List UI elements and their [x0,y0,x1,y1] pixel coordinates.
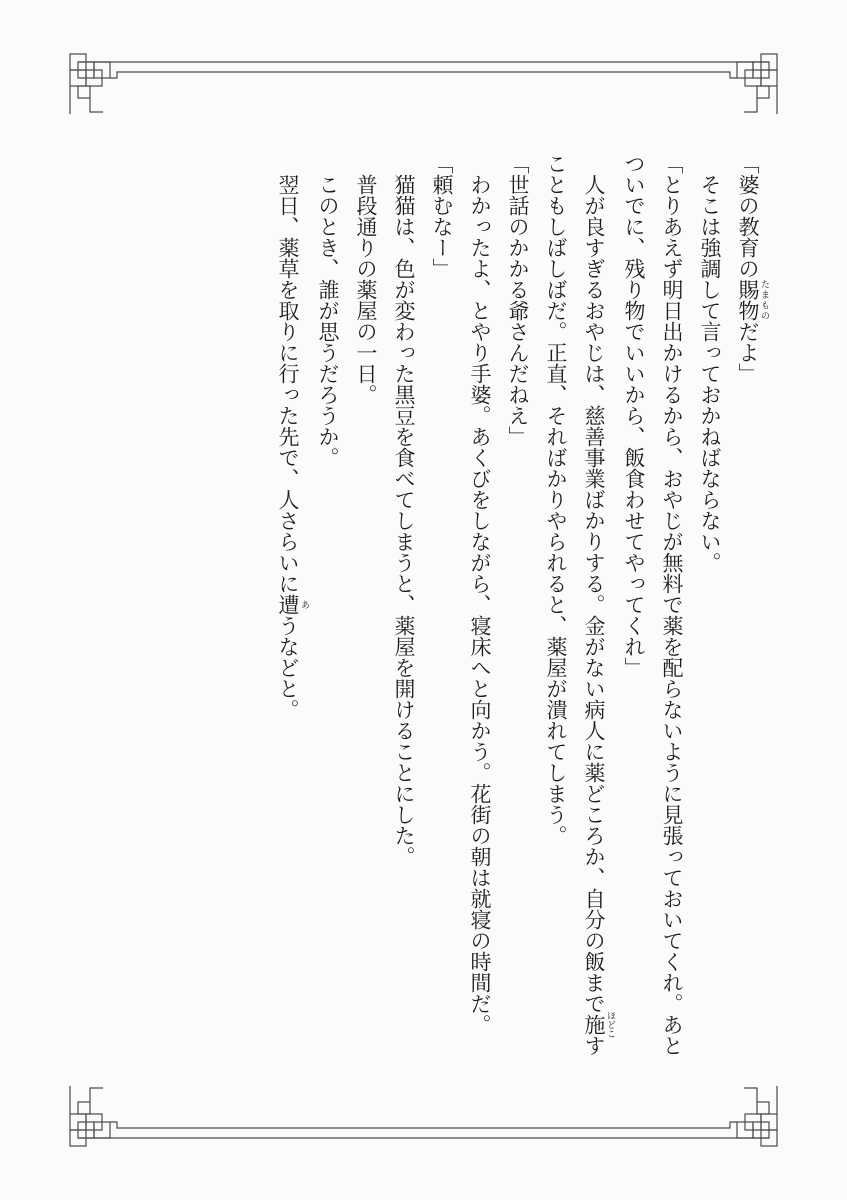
text-line: 翌日、薬草を取りに行った先で、人さらいに遭 あうなどと。 [276,174,309,720]
ruby-annotated-kanji: 賜 たま [736,279,769,300]
corner-ornament-bottom-right [723,1086,777,1146]
corner-ornament-bottom-left [70,1086,124,1146]
corner-ornament-top-right [723,54,777,114]
text-line: 猫猫は、色が変わった黒豆を食べてしまうと、薬屋を開けることにした。 [392,174,416,867]
ruby-annotated-kanji: 施 ほどこ [582,1011,615,1038]
vertical-text-block [269,153,769,1063]
corner-ornament-top-left [70,54,124,114]
text-line: 「世話のかかる爺さんだねえ」 [506,153,530,447]
text-line: こともしばしばだ。正直、そればかりやられると、薬屋が潰れてしまう。 [544,153,568,846]
text-line: 人が良すぎるおやじは、慈善事業ばかりする。金がない病人に薬どころか、自分の飯まで施 ほどこす [582,174,615,1056]
text-line: 「婆の教育の賜 たま物 ものだよ」 [736,153,769,384]
ruby-annotated-kanji: 物 もの [736,300,769,321]
text-line: そこは強調して言っておかねばならない。 [698,174,722,573]
ruby-annotated-kanji: 遭 あ [276,594,309,615]
text-line: 普段通りの薬屋の一日。 [354,174,378,405]
text-line: 「頼むなー」 [430,153,454,279]
text-line: わかったよ、とやり手婆。あくびをしながら、寝床へと向かう。花街の朝は就寝の時間だ。 [468,174,492,1035]
text-line: ついでに、残り物でいいから、飯食わせてやってくれ」 [622,153,646,678]
text-line: 「とりあえず明日出かけるから、おやじが無料で薬を配らないように見張っておいてくれ。あと [660,153,684,1056]
text-line: このとき、誰が思うだろうか。 [316,174,340,468]
